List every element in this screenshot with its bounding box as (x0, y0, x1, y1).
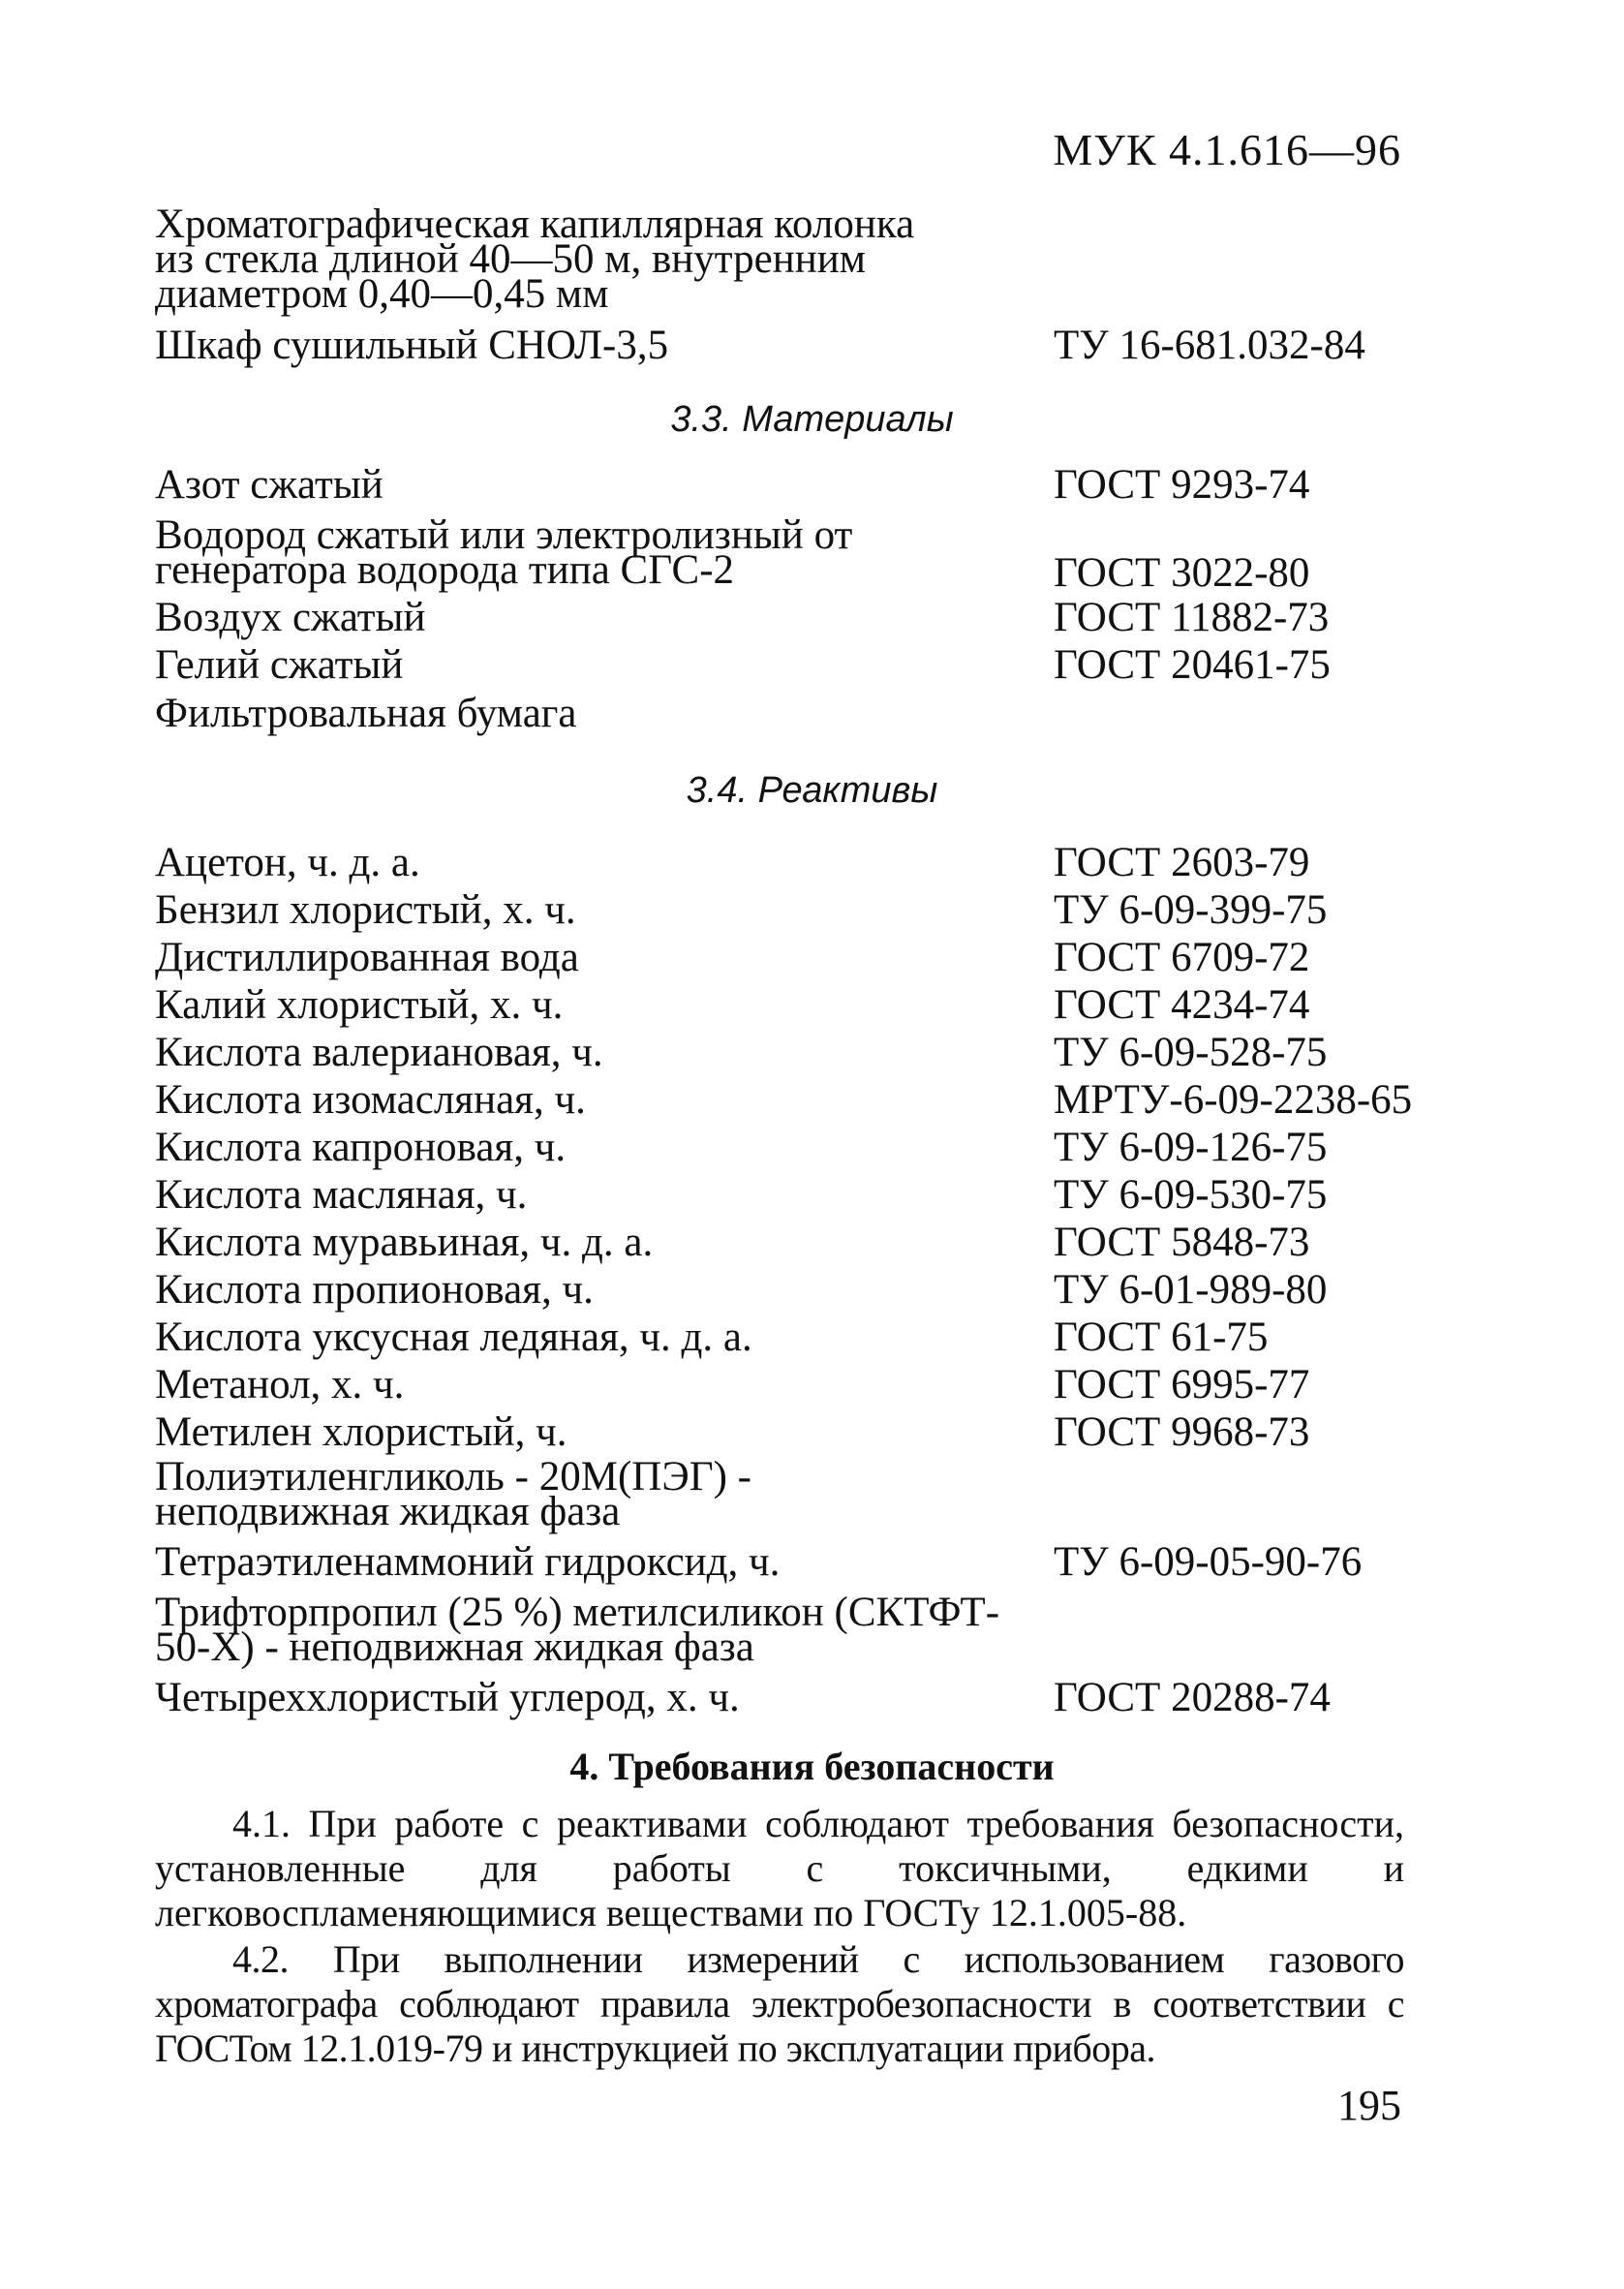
item-standard: ГОСТ 20461-75 (1054, 642, 1331, 688)
list-item (0, 463, 1624, 511)
item-name: Кислота муравьиная, ч. д. а. (155, 1220, 654, 1265)
item-name: Гелий сжатый (155, 642, 404, 688)
list-item (0, 692, 1624, 740)
item-standard: ГОСТ 20288-74 (1054, 1675, 1331, 1720)
item-standard: ТУ 6-09-05-90-76 (1054, 1539, 1363, 1585)
list-item (0, 888, 1624, 937)
page-number: 195 (1337, 2082, 1401, 2129)
list-item (0, 1315, 1624, 1364)
item-standard: ГОСТ 6709-72 (1054, 935, 1310, 980)
list-item (0, 1410, 1624, 1459)
section-heading-safety: 4. Требования безопасности (569, 1745, 1055, 1788)
item-name: Четыреххлористый углерод, х. ч. (155, 1675, 740, 1720)
item-name: Метилен хлористый, ч. (155, 1409, 567, 1455)
list-item (0, 596, 1624, 644)
item-standard: ГОСТ 9968-73 (1054, 1409, 1310, 1455)
item-name: Шкаф сушильный СНОЛ-3,5 (155, 323, 669, 368)
list-item (0, 1676, 1624, 1724)
item-name: Дистиллированная вода (155, 935, 579, 980)
list-item (0, 936, 1624, 984)
list-item (0, 841, 1624, 889)
list-item (0, 1221, 1624, 1269)
item-standard: ТУ 16-681.032-84 (1054, 323, 1365, 368)
document-code: МУК 4.1.616—96 (1053, 125, 1401, 174)
item-standard: ГОСТ 6995-77 (1054, 1362, 1310, 1407)
item-name: Метанол, х. ч. (155, 1362, 405, 1407)
item-standard: ТУ 6-09-530-75 (1054, 1172, 1328, 1218)
item-name: Кислота капроновая, ч. (155, 1125, 567, 1170)
item-standard: ГОСТ 11882-73 (1054, 595, 1330, 640)
item-name: Азот сжатый (155, 462, 383, 508)
item-standard: ТУ 6-09-126-75 (1054, 1125, 1328, 1170)
list-item (0, 201, 1624, 324)
item-standard: ТУ 6-01-989-80 (1054, 1267, 1328, 1313)
list-item (0, 1540, 1624, 1589)
item-standard: ГОСТ 2603-79 (1054, 840, 1310, 885)
item-name: Хроматографическая капиллярная колонка из стекла длиной 40—50 м, внутренним диаметром 0,40—0,45 мм (155, 201, 915, 317)
item-standard: ГОСТ 61-75 (1054, 1315, 1269, 1360)
list-item (0, 1078, 1624, 1127)
item-name: Фильтровальная бумага (155, 691, 577, 736)
item-name: Кислота валериановая, ч. (155, 1030, 603, 1075)
item-standard: МРТУ-6-09-2238-65 (1054, 1077, 1413, 1123)
item-name: Кислота уксусная ледяная, ч. д. а. (155, 1315, 752, 1360)
item-standard: ГОСТ 9293-74 (1054, 462, 1310, 508)
list-item (0, 1173, 1624, 1222)
item-name: Кислота изомасляная, ч. (155, 1077, 586, 1123)
list-item (0, 1031, 1624, 1079)
item-standard: ТУ 6-09-528-75 (1054, 1030, 1328, 1075)
paragraph: 4.1. При работе с реактивами соблюдают требования безопасности, установленные для работы с токсичными, едкими и легковоспламеняющимися веществами по ГОСТу 12.1.005-88. (155, 1802, 1404, 1934)
item-standard: ГОСТ 4234-74 (1054, 982, 1310, 1028)
item-name: Калий хлористый, х. ч. (155, 982, 564, 1028)
section-heading-materials: 3.3. Материалы (670, 399, 954, 440)
item-name: Воздух сжатый (155, 595, 426, 640)
list-item (0, 324, 1624, 372)
list-item (0, 983, 1624, 1032)
item-name: Водород сжатый или электролизный от генератора водорода типа СГС-2 (155, 512, 853, 593)
list-item (0, 1126, 1624, 1174)
section-heading-reagents: 3.4. Реактивы (686, 770, 938, 811)
item-name: Бензил хлористый, х. ч. (155, 887, 576, 933)
item-standard: ГОСТ 3022-80 (1054, 550, 1310, 596)
item-standard: ТУ 6-09-399-75 (1054, 887, 1328, 933)
list-item (0, 1454, 1624, 1537)
list-item (0, 1268, 1624, 1316)
list-item (0, 1590, 1624, 1673)
list-item (0, 643, 1624, 692)
item-name: Кислота пропионовая, ч. (155, 1267, 594, 1313)
item-name: Кислота масляная, ч. (155, 1172, 528, 1218)
item-name: Тетраэтиленаммоний гидроксид, ч. (155, 1539, 781, 1585)
item-name: Трифторпропил (25 %) метилсиликон (СКТФТ- 50-Х) - неподвижная жидкая фаза (155, 1590, 1000, 1670)
item-standard: ГОСТ 5848-73 (1054, 1220, 1310, 1265)
paragraph: 4.2. При выполнении измерений с использованием газового хроматографа соблюдают правила электробезопасности в соответствии с ГОСТом 12.1.019-79 и инструкцией по эксплуатации прибора. (155, 1937, 1404, 2070)
item-name: Ацетон, ч. д. а. (155, 840, 420, 885)
list-item (0, 1363, 1624, 1411)
list-item (0, 512, 1624, 605)
item-name: Полиэтиленгликоль - 20М(ПЭГ) - неподвижная жидкая фаза (155, 1454, 751, 1534)
